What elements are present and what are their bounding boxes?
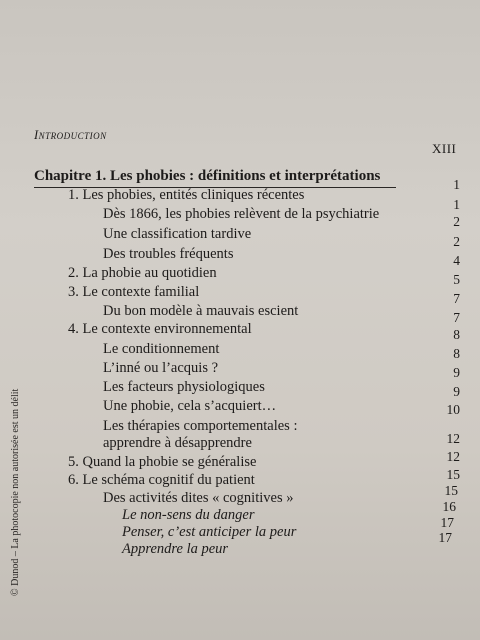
toc-page-15: 12	[446, 449, 460, 464]
toc-page-1: 1	[453, 197, 460, 212]
toc-entry-10: L’inné ou l’acquis ?	[103, 360, 219, 376]
toc-page-5: 5	[453, 272, 460, 287]
chapter-title: Chapitre 1. Les phobies : définitions et interprétations	[34, 168, 381, 184]
toc-page-8: 8	[453, 327, 460, 342]
toc-entry-15: 5. Quand la phobie se généralise	[68, 454, 257, 470]
toc-entry-2: Dès 1866, les phobies relèvent de la psychiatrie	[103, 206, 380, 222]
toc-entry-11: Les facteurs physiologiques	[103, 379, 265, 395]
toc-entry-6: 3. Le contexte familial	[68, 284, 200, 300]
toc-page-19: 17	[440, 515, 454, 530]
toc-page-18: 16	[442, 499, 456, 514]
toc-page-12: 10	[446, 402, 460, 417]
toc-entry-19: Penser, c’est anticiper la peur	[122, 524, 297, 540]
intro-page-number: XIII	[432, 141, 457, 156]
toc-page-20: 17	[438, 530, 452, 545]
toc-entry-16: 6. Le schéma cognitif du patient	[68, 472, 255, 488]
toc-page-2: 2	[453, 214, 460, 229]
toc-page-9: 8	[453, 346, 460, 361]
toc-entry-14: apprendre à désapprendre	[103, 435, 252, 451]
toc-entry-18: Le non-sens du danger	[122, 507, 255, 523]
toc-entry-5: 2. La phobie au quotidien	[68, 265, 217, 281]
toc-page-16: 15	[446, 467, 460, 482]
toc-entry-12: Une phobie, cela s’acquiert…	[103, 398, 277, 414]
intro-label: Introduction	[34, 128, 107, 142]
toc-page-11: 9	[453, 384, 460, 399]
toc-page-17: 15	[444, 483, 458, 498]
copyright-notice: © Dunod – La photocopie non autorisée est un délit	[10, 388, 21, 596]
chapter-page-number: 1	[453, 177, 460, 192]
toc-page-3: 2	[453, 234, 460, 249]
toc-entry-3: Une classification tardive	[103, 226, 252, 242]
toc-entry-9: Le conditionnement	[103, 341, 220, 357]
toc-page-7: 7	[453, 310, 460, 325]
toc-page-6: 7	[453, 291, 460, 306]
toc-page-14: 12	[446, 431, 460, 446]
toc-entry-4: Des troubles fréquents	[103, 246, 234, 262]
toc-entry-1: 1. Les phobies, entités cliniques récentes	[68, 187, 305, 203]
toc-entry-8: 4. Le contexte environnemental	[68, 321, 252, 337]
toc-page-4: 4	[453, 253, 460, 268]
toc-entry-17: Des activités dites « cognitives »	[103, 490, 294, 506]
toc-entry-20: Apprendre la peur	[122, 541, 229, 557]
toc-page-10: 9	[453, 365, 460, 380]
toc-entry-7: Du bon modèle à mauvais escient	[103, 303, 299, 319]
toc-entry-13: Les thérapies comportementales :	[103, 418, 298, 434]
